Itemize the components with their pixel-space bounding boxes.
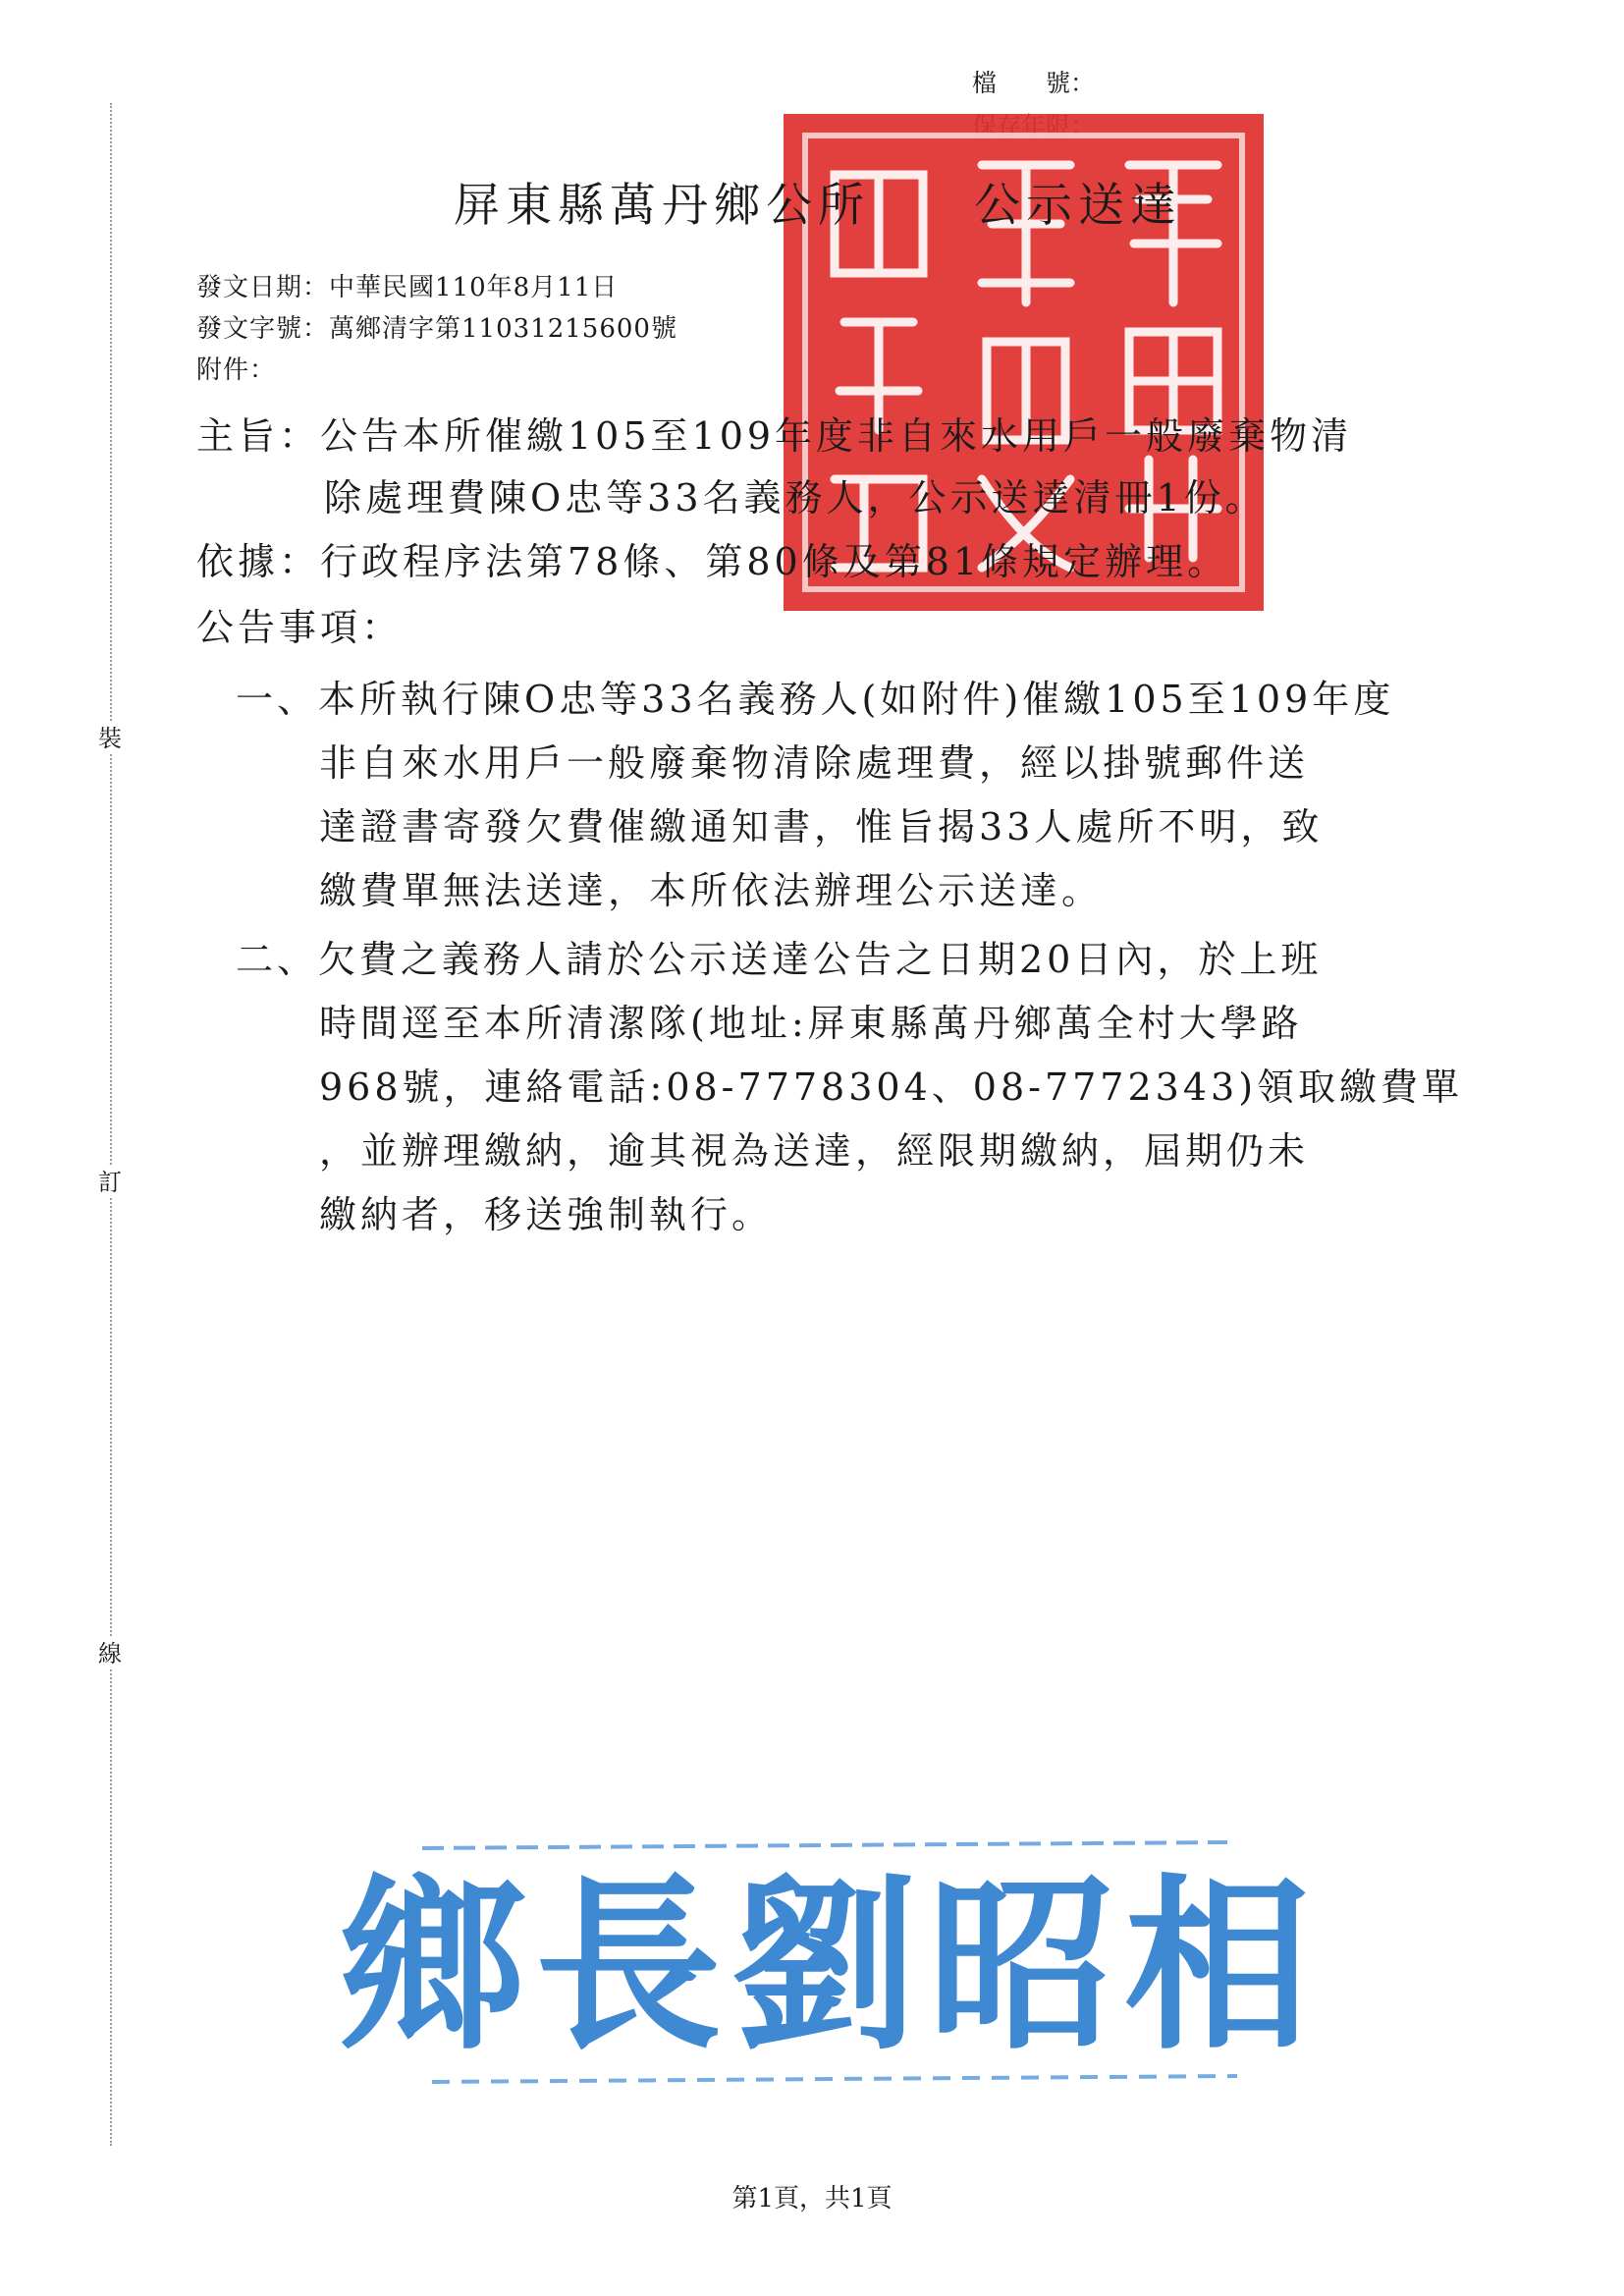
subject-line-2: 除處理費陳O忠等33名義務人，公示送達清冊1份。 bbox=[324, 476, 1267, 519]
item-2-line-5: 繳納者，移送強制執行。 bbox=[319, 1193, 774, 1236]
binding-mark-ding: 訂 bbox=[98, 1169, 122, 1196]
item-2-line-2: 時間逕至本所清潔隊(地址:屏東縣萬丹鄉萬全村大學路 bbox=[319, 1002, 1303, 1045]
binding-dotted-line bbox=[110, 103, 112, 2146]
item-2-line-1: 二、欠費之義務人請於公示送達公告之日期20日內，於上班 bbox=[236, 938, 1323, 981]
issue-date: 發文日期：中華民國110年8月11日 bbox=[196, 273, 619, 302]
attachment-label: 附件： bbox=[196, 355, 277, 385]
document-title: 屏東縣萬丹鄉公所 公示送達 bbox=[454, 179, 1182, 233]
document-number: 發文字號：萬鄉清字第11031215600號 bbox=[196, 314, 677, 344]
item-2-line-4: ，並辦理繳納，逾其視為送達，經限期繳納，屆期仍未 bbox=[319, 1129, 1310, 1173]
page-footer: 第1頁，共1頁 bbox=[731, 2184, 893, 2214]
subject-line-1: 主旨：公告本所催繳105至109年度非自來水用戶一般廢棄物清 bbox=[196, 414, 1353, 458]
item-1-line-4: 繳費單無法送達，本所依法辦理公示送達。 bbox=[319, 869, 1104, 912]
item-1-line-2: 非自來水用戶一般廢棄物清除處理費，經以掛號郵件送 bbox=[319, 741, 1310, 785]
file-number-label: 檔 號： bbox=[972, 69, 1096, 97]
mayor-blue-seal bbox=[338, 1834, 1322, 2098]
item-1-line-1: 一、本所執行陳O忠等33名義務人(如附件)催繳105至109年度 bbox=[236, 678, 1395, 721]
binding-mark-zhuang: 裝 bbox=[98, 725, 122, 752]
binding-mark-xian: 線 bbox=[98, 1640, 122, 1667]
notice-heading: 公告事項： bbox=[196, 606, 404, 649]
item-1-line-3: 達證書寄發欠費催繳通知書，惟旨揭33人處所不明，致 bbox=[319, 805, 1324, 848]
basis-line: 依據：行政程序法第78條、第80條及第81條規定辦理。 bbox=[196, 540, 1229, 583]
blue-seal-text: 鄉長劉昭相 bbox=[338, 1856, 1322, 2075]
item-2-line-3: 968號，連絡電話:08-7778304、08-7772343)領取繳費單 bbox=[319, 1066, 1464, 1109]
